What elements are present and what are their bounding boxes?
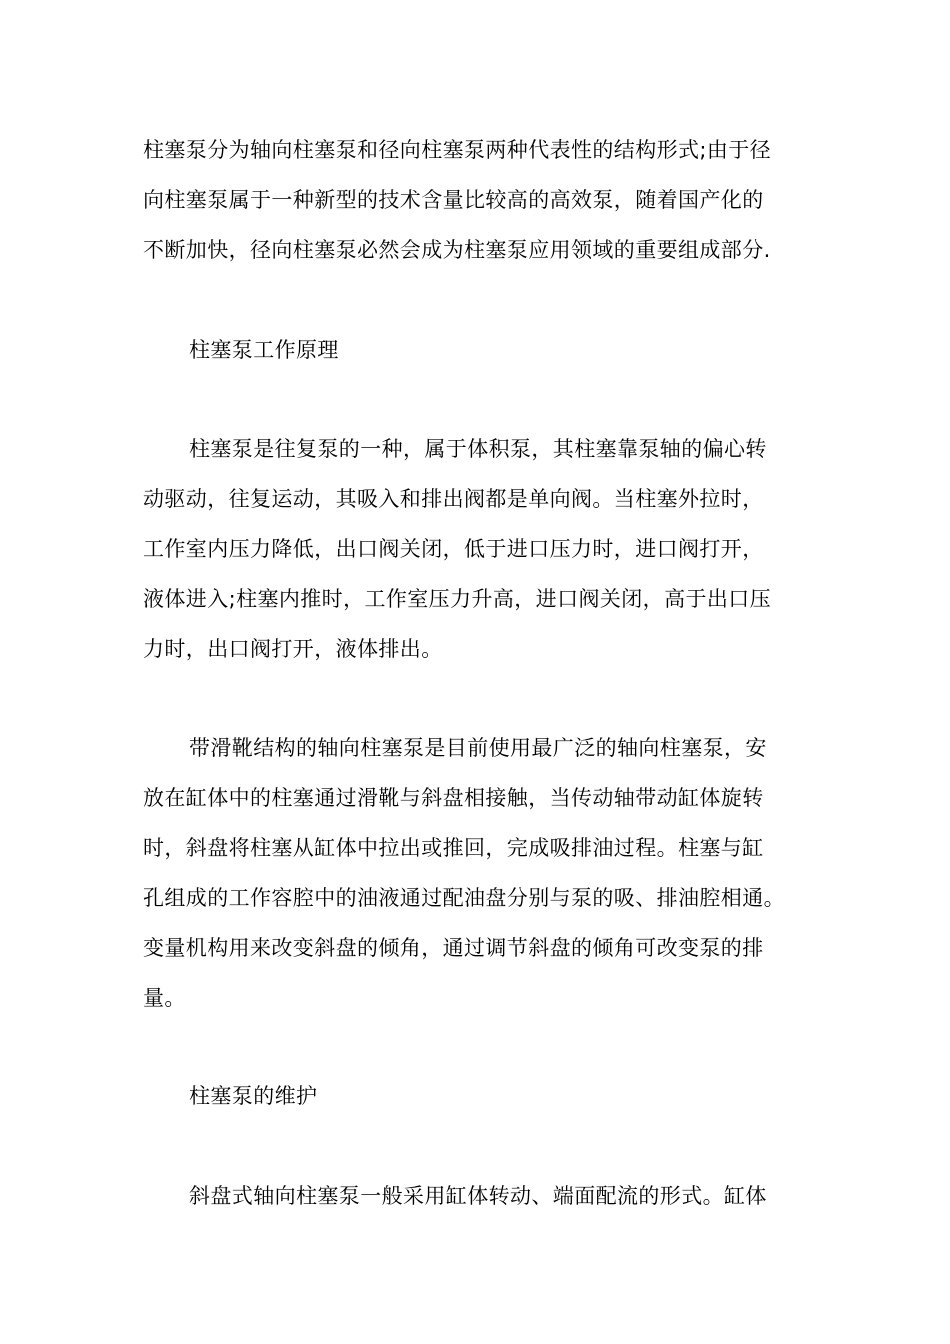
text-line: 带滑靴结构的轴向柱塞泵是目前使用最广泛的轴向柱塞泵，安: [189, 736, 767, 760]
text-line: 放在缸体中的柱塞通过滑靴与斜盘相接触，当传动轴带动缸体旋转: [143, 786, 764, 810]
text-line: 液体进入;柱塞内推时，工作室压力升高，进口阀关闭，高于出口压: [143, 587, 772, 611]
text-line: 量。: [143, 986, 186, 1010]
heading-text: 柱塞泵的维护: [189, 1084, 318, 1108]
text-line: 变量机构用来改变斜盘的倾角，通过调节斜盘的倾角可改变泵的排: [143, 936, 764, 960]
text-line: 柱塞泵分为轴向柱塞泵和径向柱塞泵两种代表性的结构形式;由于径: [143, 138, 772, 162]
text-line: 斜盘式轴向柱塞泵一般采用缸体转动、端面配流的形式。缸体: [189, 1184, 767, 1208]
intro-paragraph: [143, 125, 813, 275]
text-line: 时，斜盘将柱塞从缸体中拉出或推回，完成吸排油过程。柱塞与缸: [143, 836, 764, 860]
text-line: 力时，出口阀打开，液体排出。: [143, 637, 443, 661]
maintenance-paragraph: [143, 1171, 813, 1221]
text-line: 向柱塞泵属于一种新型的技术含量比较高的高效泵，随着国产化的: [143, 188, 764, 212]
section-heading-maintenance: [143, 1071, 813, 1121]
axial-paragraph: [143, 723, 813, 1023]
text-line: 动驱动，往复运动，其吸入和排出阀都是单向阀。当柱塞外拉时，: [143, 487, 764, 511]
text-line: 工作室内压力降低，出口阀关闭，低于进口压力时，进口阀打开，: [143, 537, 764, 561]
section-heading-principle: [143, 325, 813, 375]
heading-text: 柱塞泵工作原理: [189, 338, 339, 362]
text-line: 孔组成的工作容腔中的油液通过配油盘分别与泵的吸、排油腔相通。: [143, 886, 785, 910]
text-line: 不断加快，径向柱塞泵必然会成为柱塞泵应用领域的重要组成部分.: [143, 238, 771, 262]
text-line: 柱塞泵是往复泵的一种，属于体积泵，其柱塞靠泵轴的偏心转: [189, 437, 767, 461]
principle-paragraph: [143, 424, 813, 674]
